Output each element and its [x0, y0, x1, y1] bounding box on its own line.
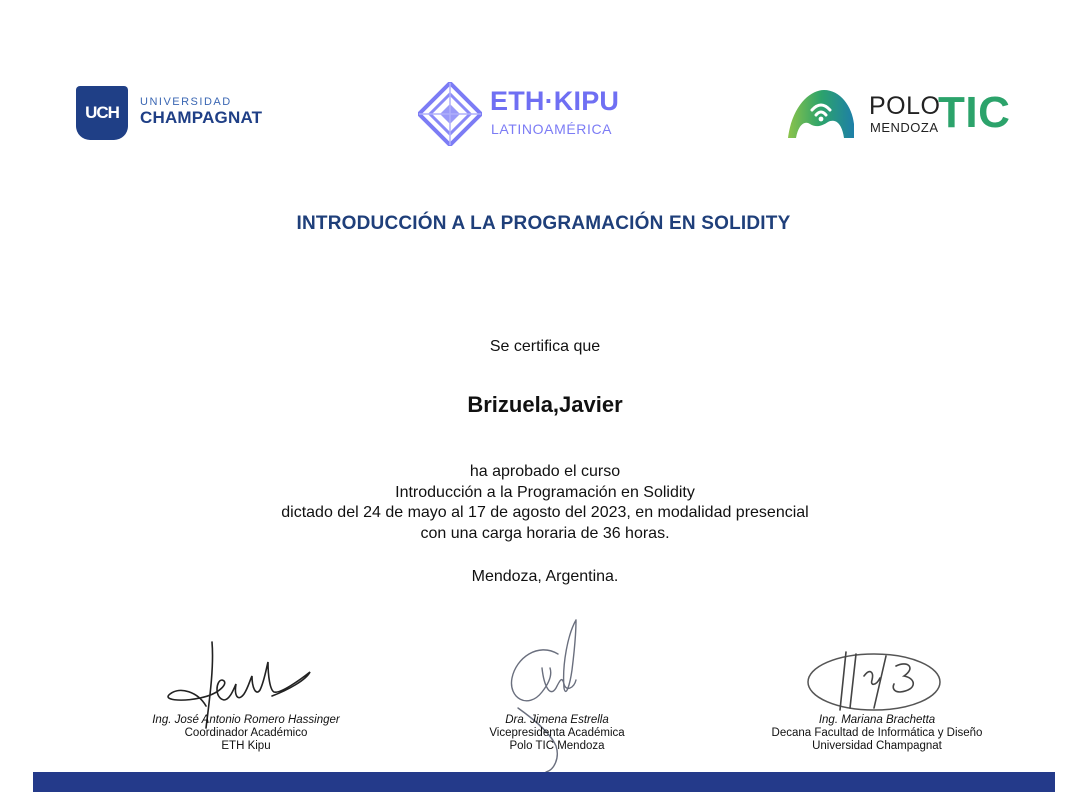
signer-estrella	[417, 714, 697, 753]
signature-brachetta	[800, 646, 960, 716]
polo-logo-city: MENDOZA	[870, 120, 939, 135]
course-title: INTRODUCCIÓN A LA PROGRAMACIÓN EN SOLIDITY	[296, 213, 791, 234]
body-line: ha aprobado el curso	[469, 463, 621, 480]
body-line: dictado del 24 de mayo al 17 de agosto del 2023, en modalidad presencial	[281, 504, 809, 521]
polo-logo-tic	[938, 88, 1010, 138]
signer-name: Dra. Jimena Estrella	[505, 714, 609, 726]
eth-kipu-logo	[418, 80, 638, 146]
student-name: Brizuela,Javier	[467, 392, 623, 417]
signer-org: Universidad Champagnat	[812, 740, 942, 752]
place-line: Mendoza, Argentina.	[471, 568, 619, 585]
signer-name: Ing. Mariana Brachetta	[818, 714, 936, 726]
uch-logo-line2: CHAMPAGNAT	[140, 108, 263, 127]
body-line: con una carga horaria de 36 horas.	[420, 524, 670, 542]
eth-kipu-subtitle: LATINOAMÉRICA	[491, 121, 613, 137]
polo-logo-name: POLO	[869, 92, 941, 120]
polo-tic-mountain-icon	[786, 84, 856, 140]
body-line: Introducción a la Programación en Solidity	[395, 483, 695, 501]
signer-romero	[106, 714, 386, 753]
signer-brachetta	[737, 714, 1017, 753]
signer-org: Polo TIC Mendoza	[509, 740, 605, 752]
eth-kipu-diamond-icon	[418, 82, 482, 146]
signer-role: Coordinador Académico	[184, 727, 308, 739]
signer-role: Decana Facultad de Informática y Diseño	[771, 727, 983, 739]
uch-shield-icon: UCH	[76, 86, 128, 140]
uch-logo-line1: UNIVERSIDAD	[140, 96, 232, 108]
certify-intro: Se certifica que	[489, 338, 601, 355]
footer-bar	[33, 772, 1055, 792]
eth-kipu-name: ETH·KIPU	[490, 86, 620, 116]
universidad-champagnat-logo	[76, 84, 266, 142]
signer-name: Ing. José Antonio Romero Hassinger	[152, 714, 340, 726]
polo-tic-letters: TIC	[938, 88, 1011, 137]
certificate-body	[0, 462, 1080, 544]
signer-org: ETH Kipu	[221, 740, 271, 752]
signer-role: Vicepresidenta Académica	[489, 727, 625, 739]
polo-tic-logo	[786, 84, 1026, 144]
